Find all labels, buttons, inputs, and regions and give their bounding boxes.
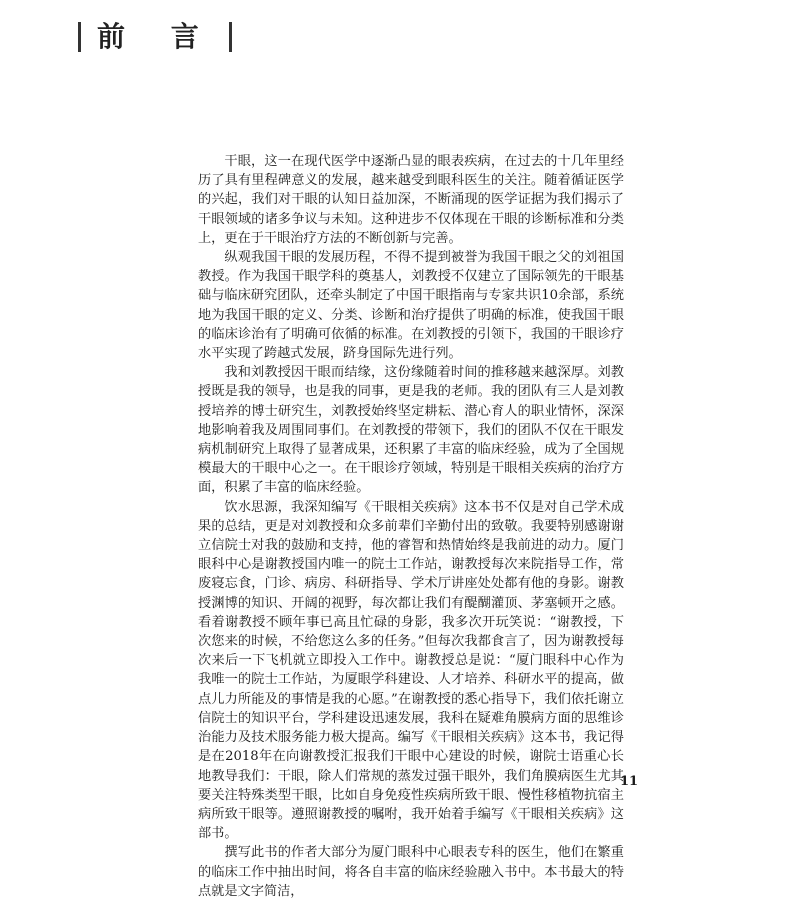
chapter-header <box>78 18 232 56</box>
page-number: 11 <box>620 774 639 789</box>
chapter-title: 前 言 <box>97 20 217 53</box>
paragraph: 我和刘教授因干眼而结缘，这份缘随着时间的推移越来越深厚。刘教授既是我的领导，也是我的同事，更是我的老师。我的团队有三人是刘教授培养的博士研究生，刘教授始终坚定耕耘、潜心育人的职业情怀，深深地影响着我及周围同事们。在刘教授的带领下，我们的团队不仅在干眼发病机制研究上取得了显著成果，还积累了丰富的临床经验，成为了全国规模最大的干眼中心之一。在干眼诊疗领域，特别是干眼相关疾病的治疗方面，积累了丰富的临床经验。 <box>198 365 624 496</box>
paragraph: 撰写此书的作者大部分为厦门眼科中心眼表专科的医生，他们在繁重的临床工作中抽出时间，将各自丰富的临床经验融入书中。本书最大的特点就是文字简洁， <box>198 845 624 899</box>
header-right-bar <box>229 22 232 52</box>
paragraph: 饮水思源，我深知编写《干眼相关疾病》这本书不仅是对自己学术成果的总结，更是对刘教授和众多前辈们辛勤付出的致敬。我要特别感谢谢立信院士对我的鼓励和支持，他的睿智和热情始终是我前进的动力。厦门眼科中心是谢教授国内唯一的院士工作站，谢教授每次来院指导工作，常废寝忘食，门诊、病房、科研指导、学术厅讲座处处都有他的身影。谢教授渊博的知识、开阔的视野，每次都让我们有醍醐灌顶、茅塞顿开之感。看着谢教授不顾年事已高且忙碌的身影，我多次开玩笑说：“谢教授，下次您来的时候，不给您这么多的任务。”但每次我都食言了，因为谢教授每次来后一下飞机就立即投入工作中。谢教授总是说：“厦门眼科中心作为我唯一的院士工作站，为厦眼学科建设、人才培养、科研水平的提高，做点儿力所能及的事情是我的心愿。”在谢教授的悉心指导下，我们依托谢立信院士的知识平台，学科建设迅速发展，我科在疑难角膜病方面的思维诊治能力及技术服务能力极大提高。编写《干眼相关疾病》这本书，我记得是在2018年在向谢教授汇报我们干眼中心建设的时候，谢院士语重心长地教导我们：干眼，除人们常规的蒸发过强干眼外，我们角膜病医生尤其要关注特殊类型干眼，比如自身免疫性疾病所致干眼、慢性移植物抗宿主病所致干眼等。遵照谢教授的嘱咐，我开始着手编写《干眼相关疾病》这部书。 <box>198 499 624 842</box>
paragraph: 纵观我国干眼的发展历程，不得不提到被誉为我国干眼之父的刘祖国教授。作为我国干眼学科的奠基人，刘教授不仅建立了国际领先的干眼基础与临床研究团队，还牵头制定了中国干眼指南与专家共识10余部，系统地为我国干眼的定义、分类、诊断和治疗提供了明确的标准，使我国干眼的临床诊治有了明确可依循的标准。在刘教授的引领下，我国的干眼诊疗水平实现了跨越式发展，跻身国际先进行列。 <box>198 250 624 362</box>
header-left-bar <box>78 22 81 52</box>
paragraph: 干眼，这一在现代医学中逐渐凸显的眼表疾病，在过去的十几年里经历了具有里程碑意义的发展，越来越受到眼科医生的关注。随着循证医学的兴起，我们对干眼的认知日益加深，不断涌现的医学证据为我们揭示了干眼领域的诸多争议与未知。这种进步不仅体现在干眼的诊断标准和分类上，更在于干眼治疗方法的不断创新与完善。 <box>198 154 624 246</box>
preface-body <box>198 152 624 901</box>
